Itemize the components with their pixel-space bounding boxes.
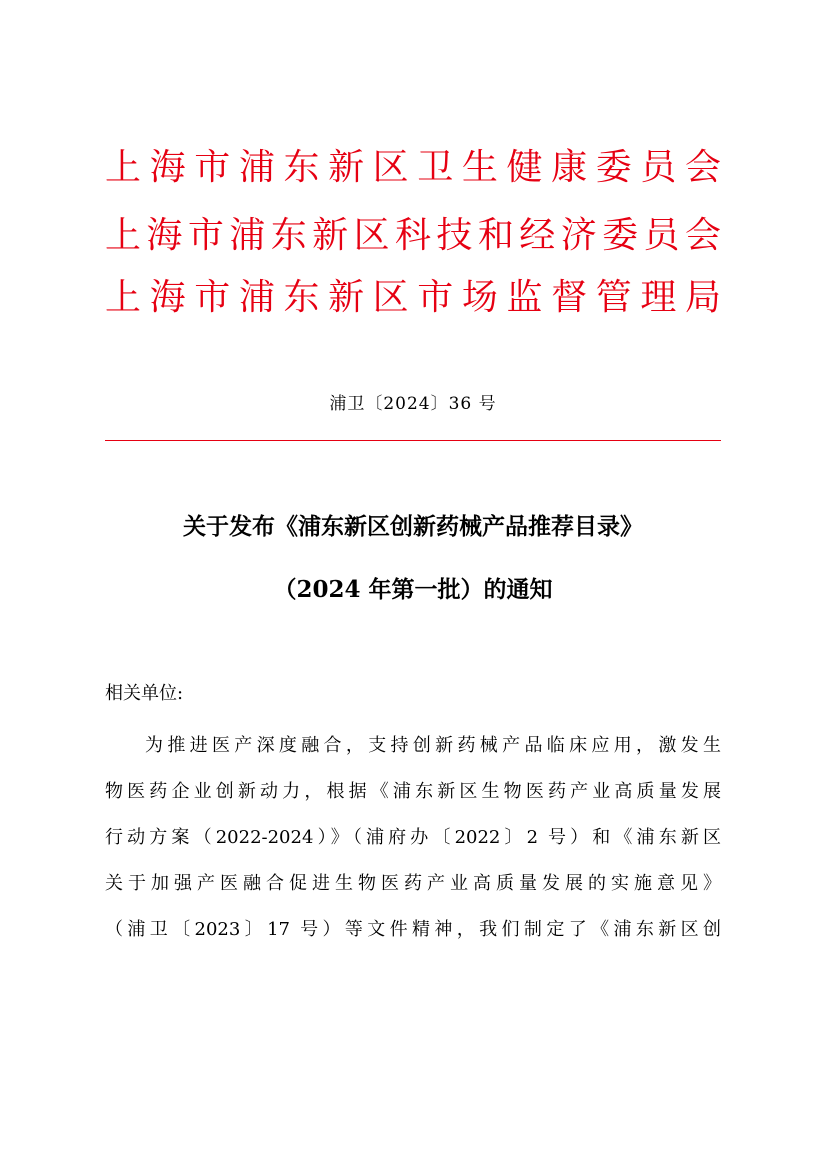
document-title-line-1: 关于发布《浦东新区创新药械产品推荐目录》	[183, 513, 643, 540]
agency-name-health-commission: 上海市浦东新区卫生健康委员会	[105, 147, 721, 188]
agency-name-science-economy-commission: 上海市浦东新区科技和经济委员会	[105, 215, 721, 256]
body-line-1: 为推进医产深度融合，支持创新药械产品临床应用，激发生	[145, 735, 721, 756]
body-line-2: 物医药企业创新动力，根据《浦东新区生物医药产业高质量发展	[105, 781, 721, 802]
document-number: 浦卫〔2024〕36 号	[329, 394, 497, 414]
document-title-line-2: （2024 年第一批）的通知	[273, 576, 553, 603]
red-divider-line	[105, 440, 721, 441]
body-line-4: 关于加强产医融合促进生物医药产业高质量发展的实施意见》	[105, 873, 721, 894]
salutation: 相关单位:	[105, 683, 184, 704]
body-line-5: （浦卫〔2023〕17 号）等文件精神，我们制定了《浦东新区创	[105, 919, 721, 940]
body-paragraph	[105, 733, 721, 963]
agency-name-market-regulation-bureau: 上海市浦东新区市场监督管理局	[105, 277, 721, 318]
body-line-3: 行动方案（2022-2024）》（浦府办〔2022〕2 号）和《浦东新区	[105, 827, 721, 848]
